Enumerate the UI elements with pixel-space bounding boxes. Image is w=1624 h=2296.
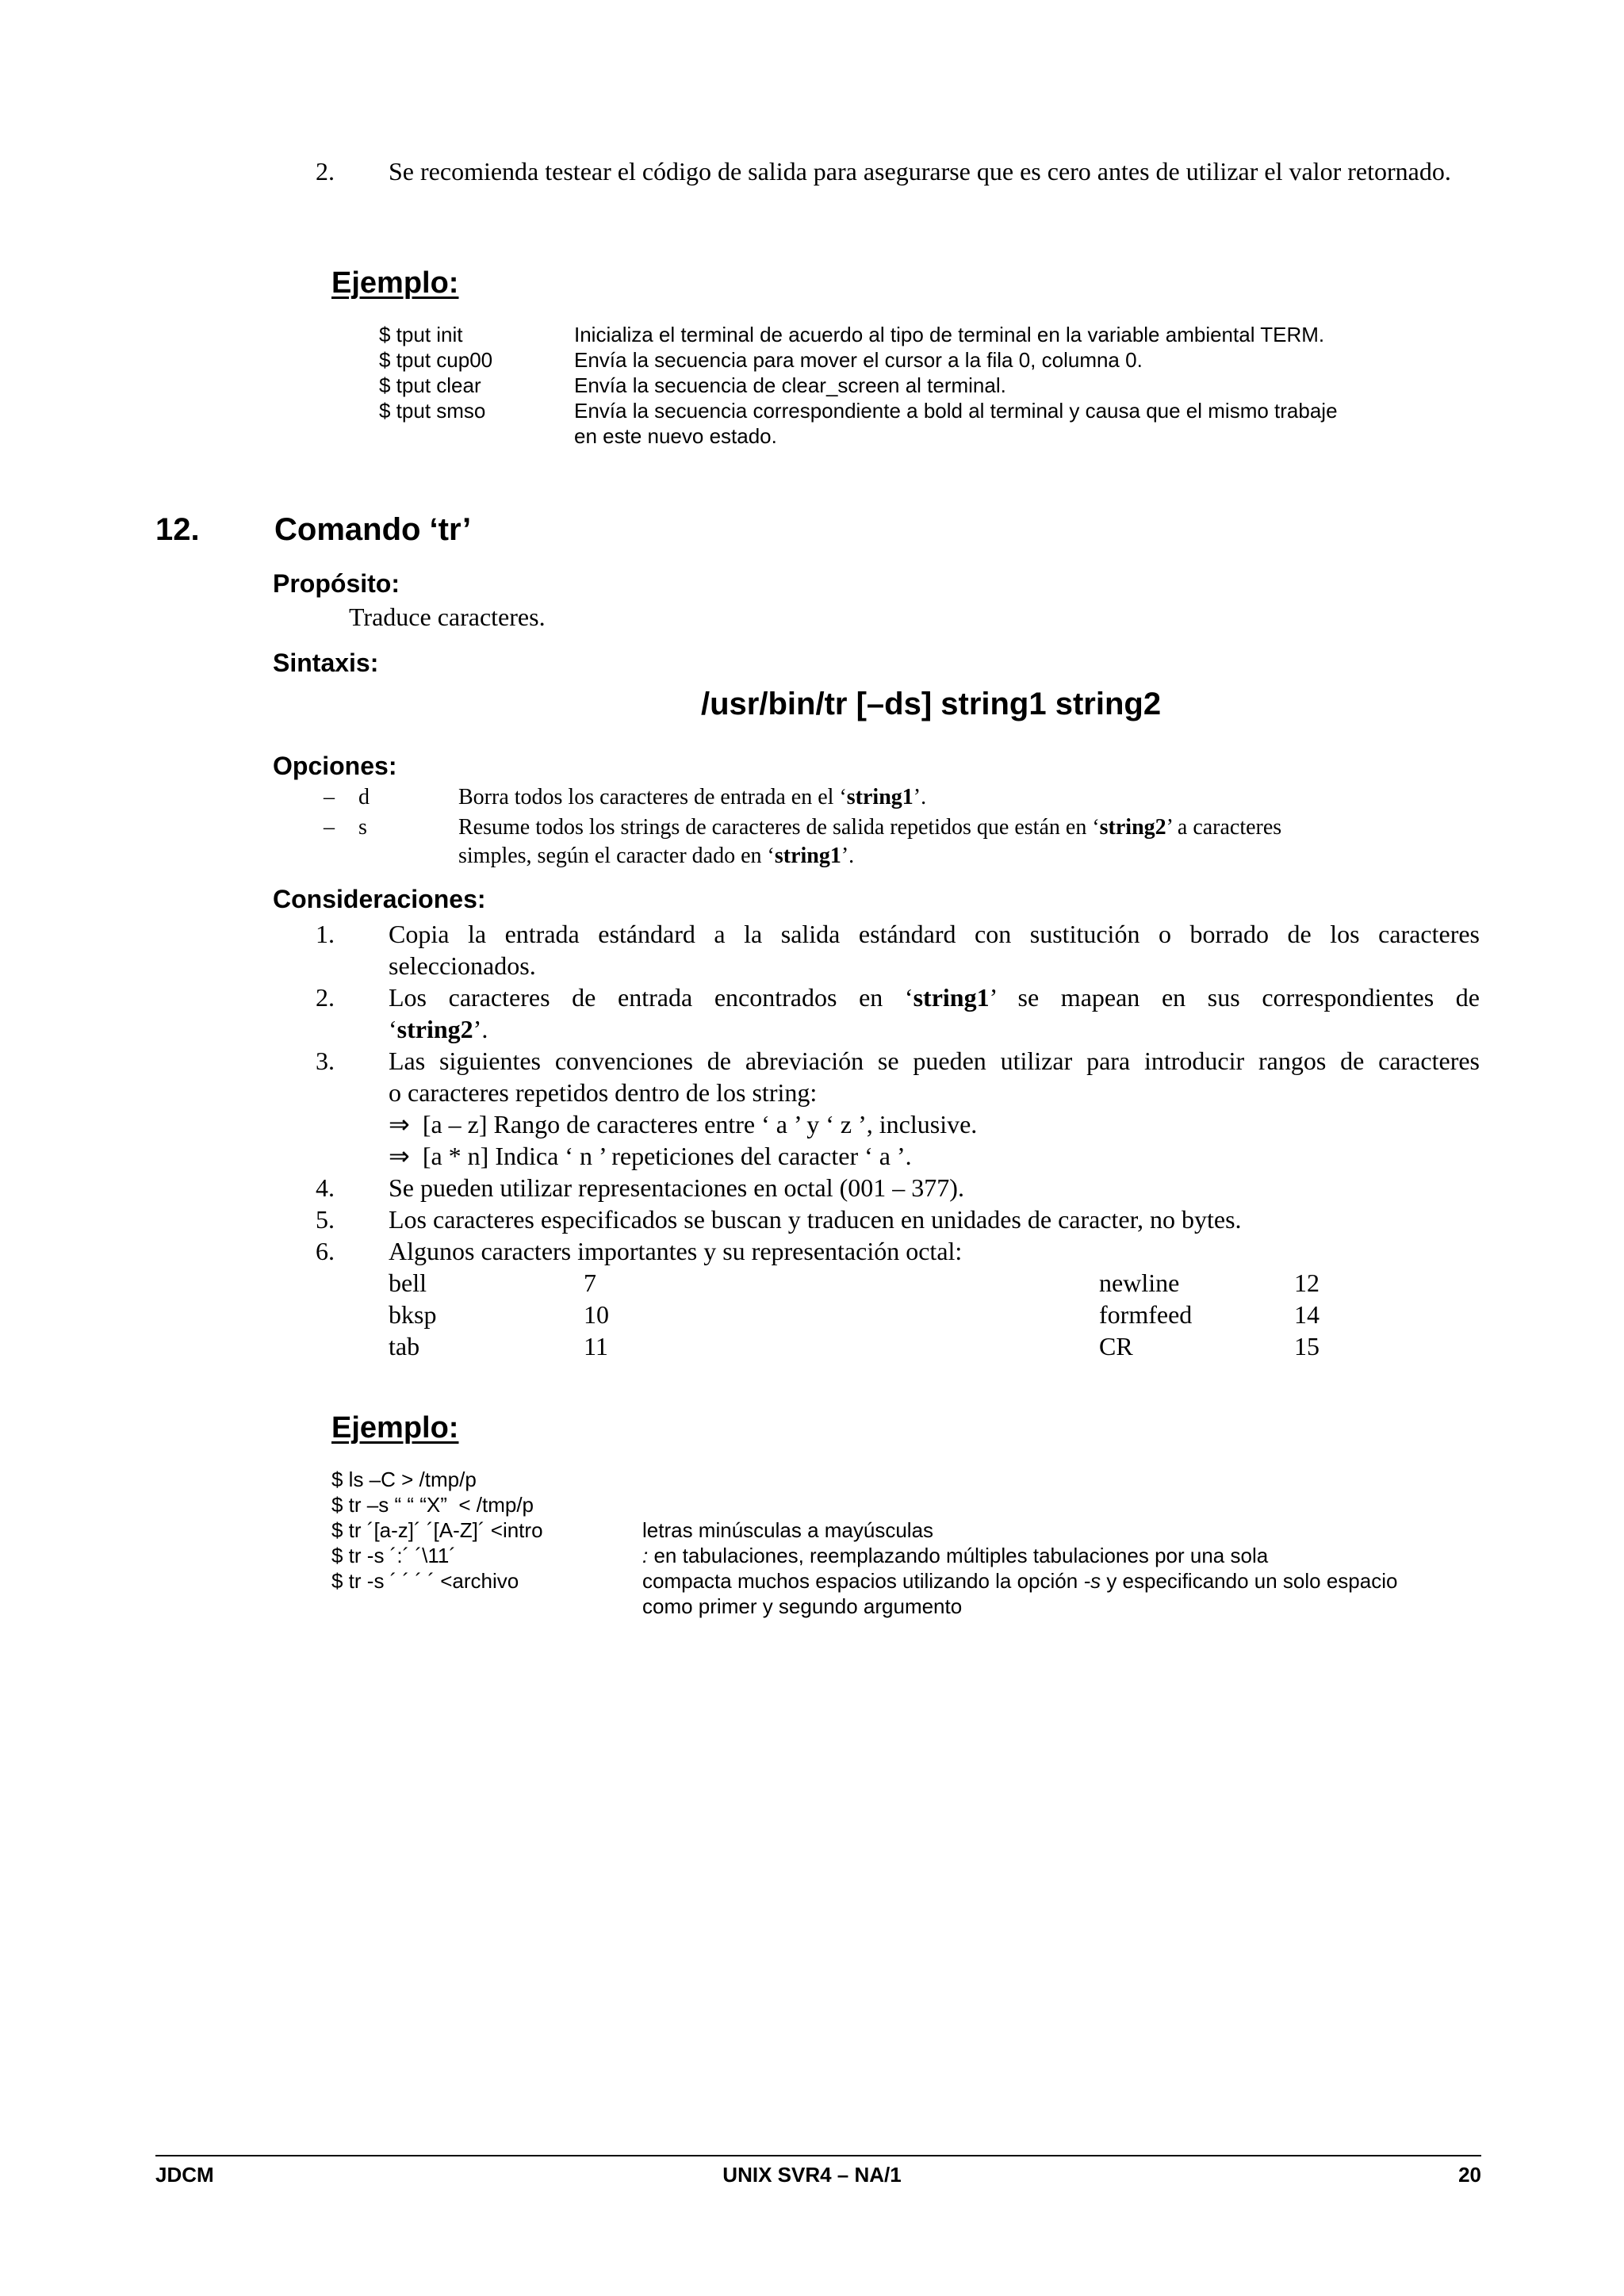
- item-text: Los caracteres de entrada encontrados en ‘: [389, 983, 914, 1012]
- options-label: Opciones:: [273, 752, 397, 780]
- list-item-line: o caracteres repetidos dentro de los string:: [389, 1078, 818, 1107]
- octal-row: [389, 1267, 1419, 1299]
- example-command: $ tr ´[a-z]´ ´[A-Z]´ <intro: [331, 1518, 543, 1542]
- example-description: Inicializa el terminal de acuerdo al tipo de terminal en la variable ambiental TERM.: [574, 323, 1325, 346]
- example-description: Envía la secuencia de clear_screen al terminal.: [574, 373, 1006, 397]
- octal-row: [389, 1330, 1419, 1362]
- implies-arrow-icon: ⇒: [389, 1110, 410, 1138]
- example-row: [379, 423, 1410, 449]
- example-italic: -s: [1083, 1569, 1101, 1593]
- option-bold: string2: [1099, 815, 1166, 840]
- implies-arrow-icon: ⇒: [389, 1142, 410, 1170]
- sub-item: [389, 1140, 912, 1172]
- footer-page-number: 20: [1458, 2163, 1481, 2187]
- example-table: [331, 1467, 1481, 1619]
- octal-name: bell: [389, 1269, 427, 1297]
- example-description: como primer y segundo argumento: [642, 1594, 963, 1618]
- section-number: 12.: [155, 512, 200, 547]
- option-line: [458, 813, 1489, 842]
- option-text: ’.: [841, 844, 855, 868]
- option-flag: d: [358, 785, 370, 809]
- example-command: $ tput cup00: [379, 348, 493, 372]
- list-number: 2.: [316, 157, 335, 186]
- example-command: $ tput init: [379, 323, 463, 346]
- sub-item-text: [a * n] Indica ‘ n ’ repeticiones del caracter ‘ a ’.: [422, 1142, 912, 1170]
- example-row: [331, 1568, 1481, 1594]
- option-flag: s: [358, 815, 367, 840]
- example-description: Envía la secuencia correspondiente a bold al terminal y causa que el mismo trabaje: [574, 399, 1338, 423]
- list-number: 6.: [316, 1237, 335, 1265]
- list-item-line: Los caracteres especificados se buscan y traducen en unidades de caracter, no bytes.: [389, 1205, 1242, 1234]
- option-description: [458, 813, 1489, 871]
- option-text: Resume todos los strings de caracteres de salida repetidos que están en ‘: [458, 815, 1100, 840]
- example-command: $ tr -s ´:´ ´\11´: [331, 1544, 456, 1567]
- example-text: compacta muchos espacios utilizando la opción: [642, 1569, 1084, 1593]
- list-item-line: seleccionados.: [389, 951, 536, 980]
- example-description: [642, 1568, 1397, 1594]
- list-item-line: Se pueden utilizar representaciones en octal (001 – 377).: [389, 1173, 964, 1202]
- option-bold: string1: [774, 844, 841, 868]
- example-description: Envía la secuencia para mover el cursor a la fila 0, columna 0.: [574, 348, 1143, 372]
- example-row: [331, 1543, 1481, 1568]
- syntax-label: Sintaxis:: [273, 649, 379, 677]
- sub-item-text: [a – z] Rango de caracteres entre ‘ a ’ y ‘ z ’, inclusive.: [422, 1110, 978, 1138]
- octal-name: newline: [1099, 1269, 1180, 1297]
- example-text: en tabulaciones, reemplazando múltiples tabulaciones por una sola: [648, 1544, 1269, 1567]
- octal-name: bksp: [389, 1300, 437, 1329]
- list-number: 3.: [316, 1047, 335, 1075]
- footer-left: JDCM: [155, 2163, 214, 2187]
- example-command: $ tput clear: [379, 373, 481, 397]
- footer-rule: [155, 2155, 1481, 2156]
- item-bold: string2: [396, 1015, 473, 1043]
- example-command: $ tr -s ´ ´ ´ ´ <archivo: [331, 1569, 519, 1593]
- example-text: y especificando un solo espacio: [1101, 1569, 1398, 1593]
- octal-value: 10: [584, 1300, 609, 1329]
- syntax-command: /usr/bin/tr [–ds] string1 string2: [701, 687, 1162, 721]
- example-table: [379, 322, 1410, 449]
- purpose-label: Propósito:: [273, 569, 400, 598]
- list-number: 2.: [316, 983, 335, 1012]
- example-description: [642, 1543, 1268, 1568]
- considerations-label: Consideraciones:: [273, 885, 486, 913]
- footer-center: UNIX SVR4 – NA/1: [722, 2163, 902, 2187]
- example-command: [379, 423, 574, 449]
- option-text: simples, según el caracter dado en ‘: [458, 844, 775, 868]
- option-text: ’ a caracteres: [1166, 815, 1282, 840]
- octal-name: CR: [1099, 1332, 1133, 1360]
- list-item-line: Las siguientes convenciones de abreviación se pueden utilizar para introducir rangos de caracteres: [389, 1047, 1480, 1075]
- purpose-text: Traduce caracteres.: [349, 603, 546, 631]
- example-description: en este nuevo estado.: [574, 424, 777, 448]
- octal-name: tab: [389, 1332, 420, 1360]
- example-command: $ tput smso: [379, 399, 486, 423]
- list-item-line: Copia la entrada estándard a la salida estándard con sustitución o borrado de los caracteres: [389, 920, 1480, 948]
- example-row: [331, 1492, 1481, 1517]
- example-command: $ tr –s “ “ “X” < /tmp/p: [331, 1493, 534, 1517]
- example-description: letras minúsculas a mayúsculas: [642, 1518, 934, 1542]
- example-command: $ ls –C > /tmp/p: [331, 1468, 477, 1491]
- option-dash: –: [324, 815, 335, 840]
- example-row: [379, 398, 1410, 423]
- item-bold: string1: [913, 983, 990, 1012]
- example-row: [331, 1517, 1481, 1543]
- option-text: Borra todos los caracteres de entrada en el ‘: [458, 785, 847, 809]
- example-row: [379, 373, 1410, 398]
- example-row: [331, 1594, 1481, 1619]
- option-line: [458, 842, 1489, 871]
- example-italic: :: [642, 1544, 649, 1567]
- option-dash: –: [324, 785, 335, 809]
- item-text: ’.: [473, 1015, 488, 1043]
- option-bold: string1: [846, 785, 914, 809]
- octal-value: 12: [1294, 1269, 1320, 1297]
- example-heading: Ejemplo:: [331, 1411, 459, 1445]
- item-text: ’ se mapean en sus correspondientes de: [989, 983, 1480, 1012]
- example-row: [331, 1467, 1481, 1492]
- sub-item: [389, 1108, 977, 1140]
- option-description: [458, 783, 926, 812]
- list-item-line: Algunos caracters importantes y su representación octal:: [389, 1237, 963, 1265]
- octal-value: 11: [584, 1332, 608, 1360]
- octal-value: 14: [1294, 1300, 1320, 1329]
- list-number: 4.: [316, 1173, 335, 1202]
- item-text: ‘: [389, 1015, 397, 1043]
- option-text: ’.: [913, 785, 927, 809]
- list-item-line: [389, 982, 1480, 1013]
- list-item-text: Se recomienda testear el código de salida para asegurarse que es cero antes de utilizar el valor retornado.: [389, 157, 1451, 186]
- list-number: 5.: [316, 1205, 335, 1234]
- list-item-line: [389, 1013, 1480, 1045]
- octal-value: 15: [1294, 1332, 1320, 1360]
- list-number: 1.: [316, 920, 335, 948]
- octal-table: [389, 1267, 1419, 1362]
- octal-row: [389, 1299, 1419, 1330]
- example-command: [331, 1594, 642, 1619]
- example-row: [379, 347, 1410, 373]
- example-row: [379, 322, 1410, 347]
- octal-value: 7: [584, 1269, 596, 1297]
- section-title: Comando ‘tr’: [274, 512, 472, 547]
- example-heading: Ejemplo:: [331, 266, 459, 300]
- octal-name: formfeed: [1099, 1300, 1193, 1329]
